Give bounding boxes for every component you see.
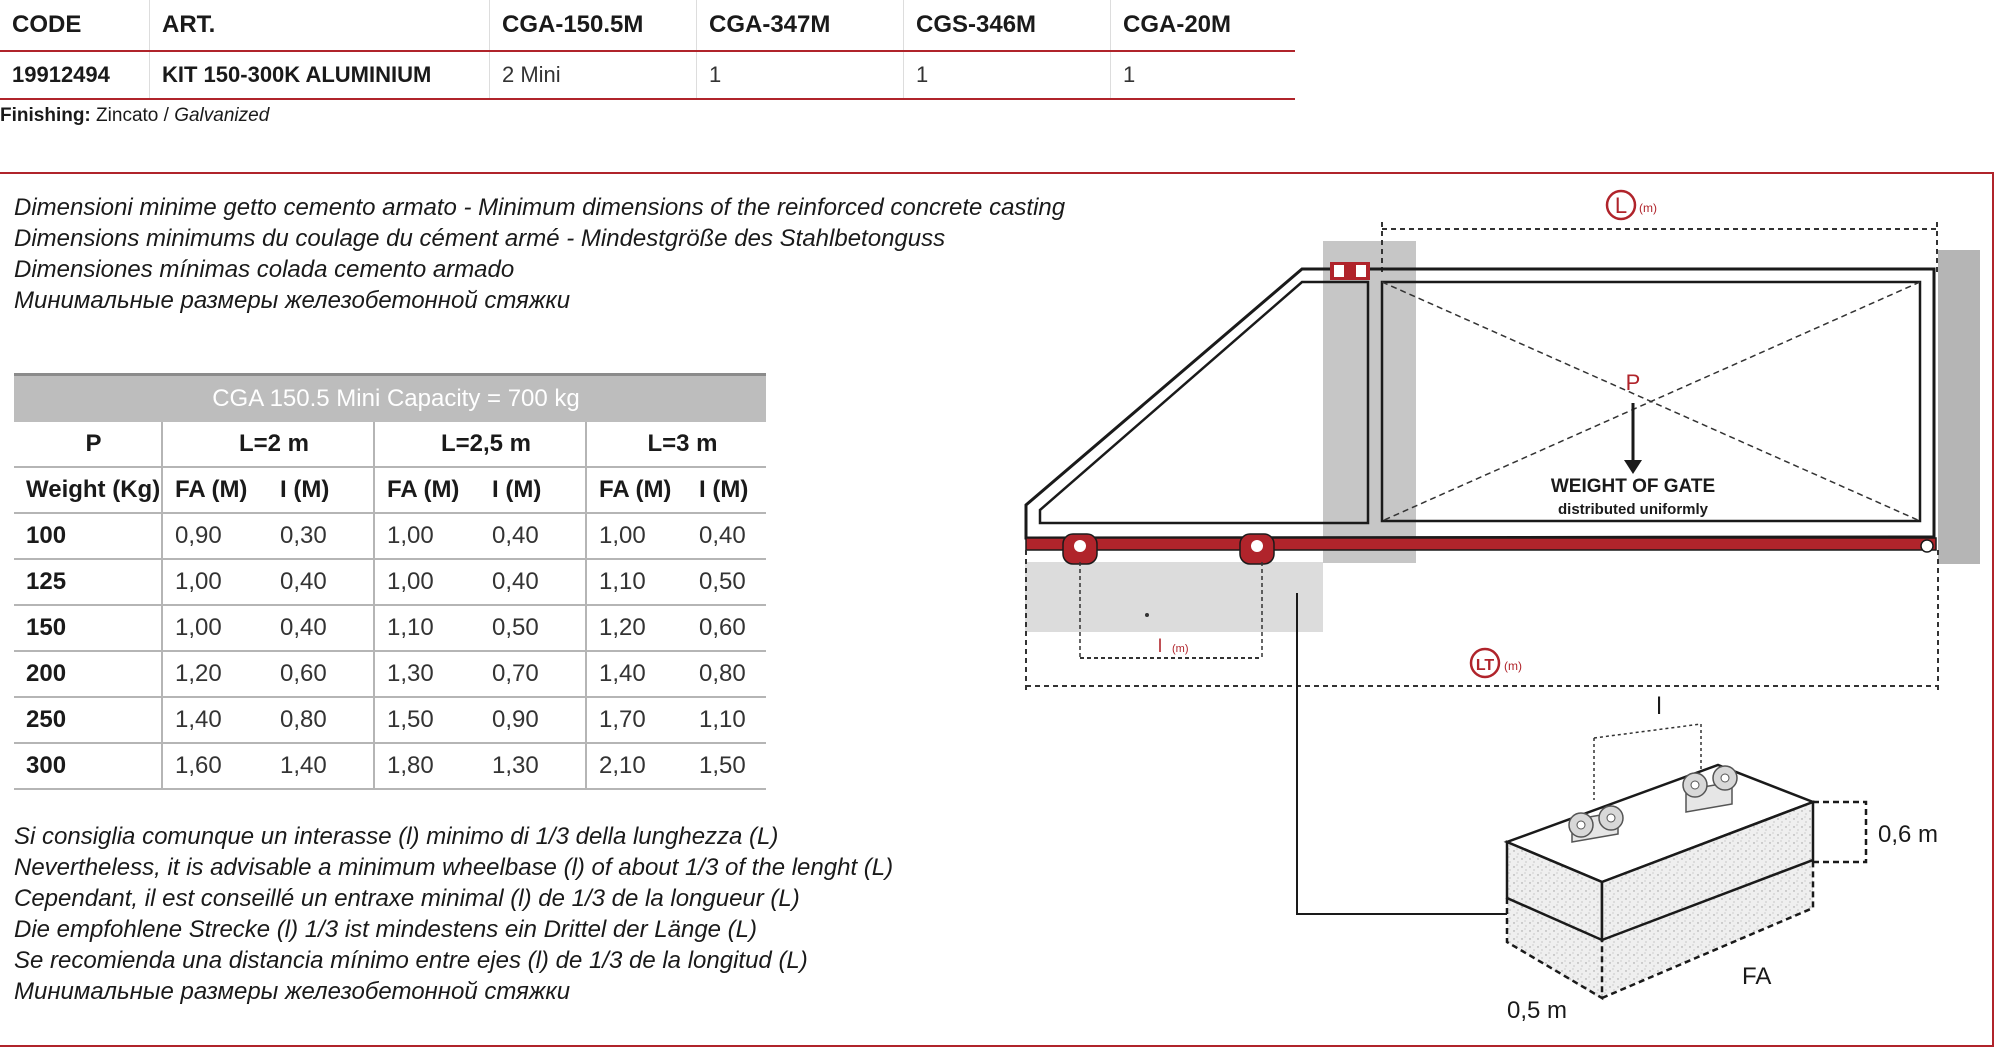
group-header-l2: L=2 m bbox=[162, 422, 374, 467]
group-header-p: P bbox=[14, 422, 162, 467]
value-cell: 1,00 bbox=[374, 513, 480, 559]
value-cell: 1,00 bbox=[374, 559, 480, 605]
sub-header: I (M) bbox=[480, 467, 586, 513]
finishing-label: Finishing: bbox=[0, 105, 91, 126]
sub-header: FA (M) bbox=[374, 467, 480, 513]
value-cell: 0,60 bbox=[687, 605, 766, 651]
value-cell: 1,40 bbox=[268, 743, 374, 789]
sub-header: FA (M) bbox=[586, 467, 687, 513]
l-block-label: l bbox=[1656, 693, 1662, 720]
value-cell: 1,40 bbox=[586, 651, 687, 697]
foundation-slab bbox=[1025, 562, 1323, 632]
value-cell: 1,40 bbox=[162, 697, 268, 743]
advice-line: Si consiglia comunque un interasse (l) minimo di 1/3 della lunghezza (L) bbox=[14, 823, 779, 850]
lt-symbol: LT bbox=[1475, 657, 1495, 674]
value-cell: 1,80 bbox=[374, 743, 480, 789]
weight-cell: 200 bbox=[14, 651, 162, 697]
value-cell: 1,70 bbox=[586, 697, 687, 743]
col-cga-347: CGA-347M bbox=[697, 0, 904, 51]
value-cell: 0,50 bbox=[687, 559, 766, 605]
value-cell: 1,60 bbox=[162, 743, 268, 789]
cell-cgs-346: 1 bbox=[904, 51, 1111, 99]
min-dim-line: Минимальные размеры железобетонной стяжки bbox=[14, 287, 571, 314]
value-cell: 0,40 bbox=[268, 605, 374, 651]
value-cell: 1,30 bbox=[480, 743, 586, 789]
weight-label: WEIGHT OF GATE bbox=[1550, 476, 1716, 497]
capacity-title: CGA 150.5 Mini Capacity = 700 kg bbox=[14, 375, 766, 423]
finishing-en: Galvanized bbox=[174, 105, 270, 126]
advice-line: Nevertheless, it is advisable a minimum wheelbase (l) of about 1/3 of the lenght (L) bbox=[14, 854, 894, 881]
sub-header: I (M) bbox=[687, 467, 766, 513]
advice-line: Минимальные размеры железобетонной стяжки bbox=[14, 978, 571, 1005]
p-label: P bbox=[1625, 370, 1641, 395]
value-cell: 0,50 bbox=[480, 605, 586, 651]
wheel-icon bbox=[1240, 534, 1274, 564]
sub-header: I (M) bbox=[268, 467, 374, 513]
value-cell: 1,30 bbox=[374, 651, 480, 697]
value-cell: 0,60 bbox=[268, 651, 374, 697]
value-cell: 0,90 bbox=[162, 513, 268, 559]
l-symbol: L bbox=[1614, 193, 1628, 218]
value-cell: 0,70 bbox=[480, 651, 586, 697]
weight-cell: 150 bbox=[14, 605, 162, 651]
value-cell: 1,10 bbox=[687, 697, 766, 743]
weight-cell: 100 bbox=[14, 513, 162, 559]
value-cell: 1,50 bbox=[687, 743, 766, 789]
group-header-l25: L=2,5 m bbox=[374, 422, 586, 467]
lt-unit: (m) bbox=[1504, 659, 1522, 673]
value-cell: 0,40 bbox=[687, 513, 766, 559]
width-label: 0,5 m bbox=[1507, 997, 1568, 1024]
value-cell: 0,30 bbox=[268, 513, 374, 559]
value-cell: 0,90 bbox=[480, 697, 586, 743]
col-cgs-346: CGS-346M bbox=[904, 0, 1111, 51]
min-dim-line: Dimensions minimums du coulage du cément armé - Mindestgröße des Stahlbetonguss bbox=[14, 225, 946, 252]
weight-cell: 250 bbox=[14, 697, 162, 743]
value-cell: 0,80 bbox=[268, 697, 374, 743]
value-cell: 1,10 bbox=[374, 605, 480, 651]
advice-line: Cependant, il est conseillé un entraxe minimal (l) de 1/3 de la longueur (L) bbox=[14, 885, 800, 912]
value-cell: 0,40 bbox=[268, 559, 374, 605]
weight-sublabel: distributed uniformly bbox=[1558, 501, 1708, 518]
value-cell: 1,00 bbox=[162, 605, 268, 651]
height-label: 0,6 m bbox=[1878, 821, 1939, 848]
wheel-icon bbox=[1063, 534, 1097, 564]
gate-tail-frame bbox=[1040, 282, 1368, 523]
cell-code: 19912494 bbox=[0, 51, 150, 99]
end-post bbox=[1938, 250, 1980, 564]
weight-cell: 125 bbox=[14, 559, 162, 605]
col-cga-150: CGA-150.5M bbox=[490, 0, 697, 51]
min-dim-line: Dimensioni minime getto cemento armato - Minimum dimensions of the reinforced concrete casting bbox=[14, 194, 1066, 221]
l-wheelbase-label: l bbox=[1158, 636, 1162, 656]
value-cell: 1,20 bbox=[162, 651, 268, 697]
cell-cga-347: 1 bbox=[697, 51, 904, 99]
value-cell: 1,00 bbox=[586, 513, 687, 559]
advice-line: Se recomienda una distancia mínimo entre ejes (l) de 1/3 de la longitud (L) bbox=[14, 947, 808, 974]
min-dim-line: Dimensiones mínimas colada cemento armado bbox=[14, 256, 515, 283]
value-cell: 0,80 bbox=[687, 651, 766, 697]
cell-cga-150: 2 Mini bbox=[490, 51, 697, 99]
col-code: CODE bbox=[0, 0, 150, 51]
finishing-it: Zincato / bbox=[96, 105, 169, 126]
value-cell: 0,40 bbox=[480, 513, 586, 559]
group-header-l3: L=3 m bbox=[586, 422, 766, 467]
sub-header: FA (M) bbox=[162, 467, 268, 513]
fa-label: FA bbox=[1742, 963, 1772, 990]
advice-line: Die empfohlene Strecke (l) 1/3 ist mindestens ein Drittel der Länge (L) bbox=[14, 916, 758, 943]
cell-cga-20: 1 bbox=[1111, 51, 1296, 99]
value-cell: 1,00 bbox=[162, 559, 268, 605]
col-art: ART. bbox=[150, 0, 490, 51]
sub-header: Weight (Kg) bbox=[14, 467, 162, 513]
l-unit: (m) bbox=[1639, 201, 1657, 215]
weight-cell: 300 bbox=[14, 743, 162, 789]
col-cga-20: CGA-20M bbox=[1111, 0, 1296, 51]
value-cell: 1,50 bbox=[374, 697, 480, 743]
value-cell: 0,40 bbox=[480, 559, 586, 605]
l-wheelbase-unit: (m) bbox=[1172, 643, 1189, 655]
value-cell: 2,10 bbox=[586, 743, 687, 789]
bottom-rail bbox=[1026, 538, 1936, 550]
value-cell: 1,20 bbox=[586, 605, 687, 651]
gate-post bbox=[1323, 241, 1416, 563]
cell-art: KIT 150-300K ALUMINIUM bbox=[150, 51, 490, 99]
value-cell: 1,10 bbox=[586, 559, 687, 605]
